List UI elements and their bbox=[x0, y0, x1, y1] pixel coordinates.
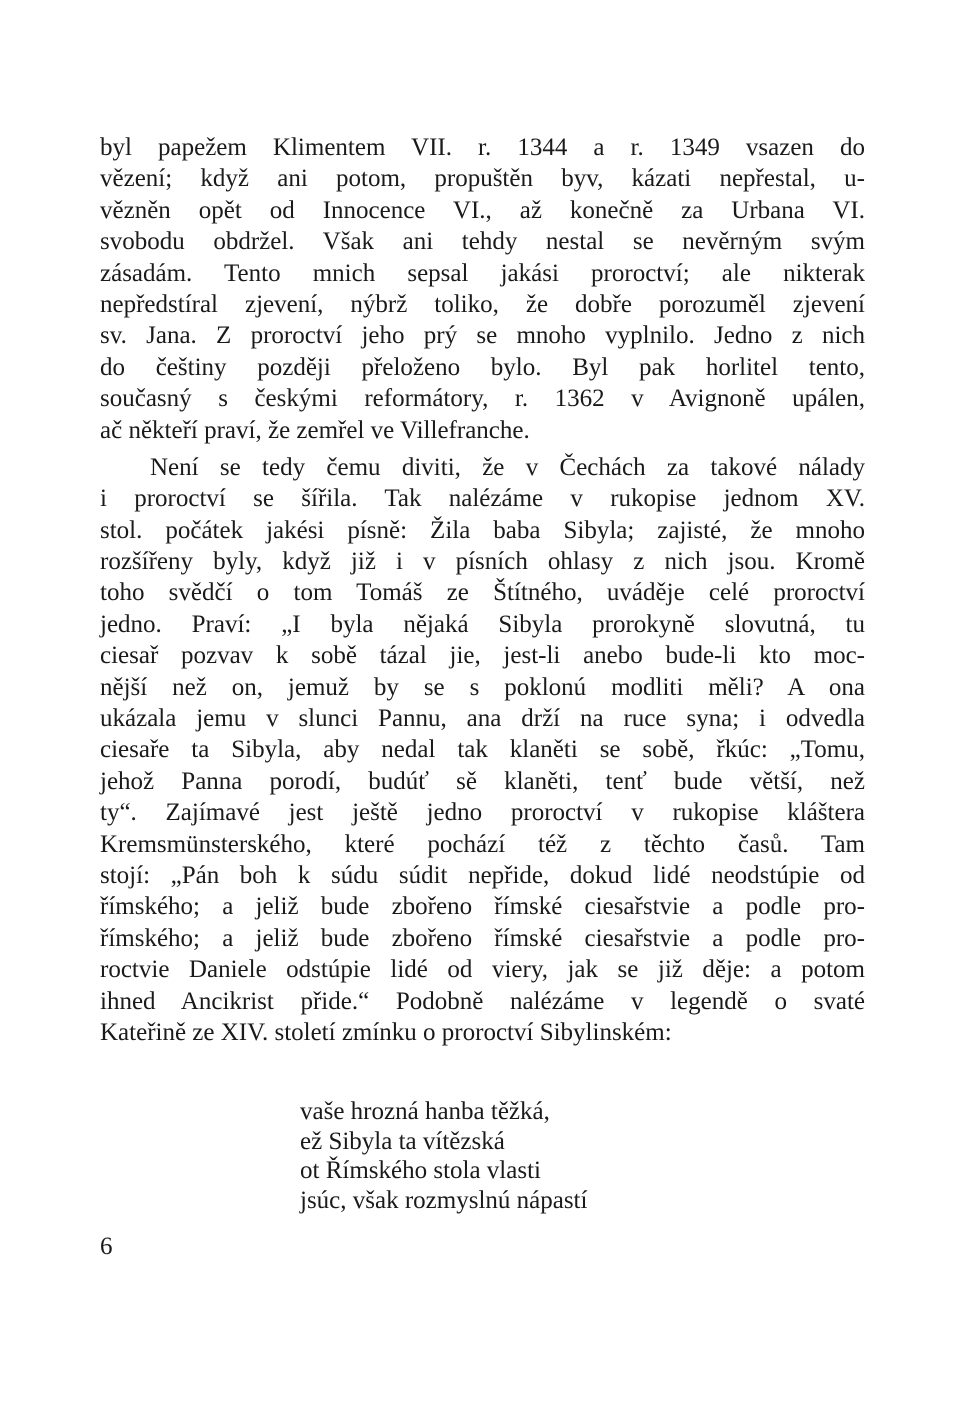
text-line: do češtiny později přeloženo bylo. Byl pak horlitel tento, bbox=[100, 353, 865, 381]
text-line: ukázala jemu v slunci Pannu, ana drží na ruce syna; i odvedla bbox=[100, 705, 865, 733]
page-number: 6 bbox=[100, 1233, 113, 1260]
text-line: nější než on, jemuž by se s poklonú modliti měli? A ona bbox=[100, 673, 865, 701]
text-line: i proroctví se šířila. Tak nalézáme v rukopise jednom XV. bbox=[100, 485, 865, 513]
verse-line: ot Římského stola vlasti bbox=[300, 1157, 541, 1184]
verse-line: ež Sibyla ta vítězská bbox=[300, 1127, 505, 1155]
text-line: ty“. Zajímavé jest ještě jedno proroctví v rukopise kláštera bbox=[100, 799, 865, 827]
text-line: vězení; když ani potom, propuštěn byv, kázati nepřestal, u- bbox=[100, 165, 865, 193]
text-line: jedno. Praví: „I byla nějaká Sibyla prorokyně slovutná, tu bbox=[100, 610, 865, 638]
text-line: ciesaře ta Sibyla, aby nedal tak klaněti se sobě, řkúc: „Tomu, bbox=[100, 736, 865, 764]
text-line: nepředstíral zjevení, nýbrž toliko, že dobře porozuměl zjevení bbox=[100, 290, 865, 318]
text-line: svobodu obdržel. Však ani tehdy nestal se nevěrným svým bbox=[100, 228, 865, 256]
text-line: římského; a jeliž bude zbořeno římské ciesařstvie a podle pro- bbox=[100, 893, 865, 921]
text-line: sv. Jana. Z proroctví jeho prý se mnoho vyplnilo. Jedno z nich bbox=[100, 322, 865, 350]
verse-line: vaše hrozná hanba těžká, bbox=[300, 1098, 550, 1125]
text-line: stojí: „Pán boh k súdu súdit nepřide, dokud lidé neodstúpie od bbox=[100, 861, 865, 889]
body-text bbox=[100, 132, 865, 1048]
text-line: římského; a jeliž bude zbořeno římské ciesařstvie a podle pro- bbox=[100, 924, 865, 952]
paragraph-2 bbox=[100, 452, 865, 1048]
text-line: byl papežem Klimentem VII. r. 1344 a r. 1349 vsazen do bbox=[100, 134, 865, 161]
verse-quote bbox=[300, 1097, 720, 1215]
text-line: Kremsmünsterského, které pochází též z těchto časů. Tam bbox=[100, 830, 865, 858]
text-line: ciesař pozvav k sobě tázal jie, jest-li anebo bude-li kto moc- bbox=[100, 642, 865, 670]
text-line: zásadám. Tento mnich sepsal jakási proroctví; ale nikterak bbox=[100, 259, 865, 287]
text-line: jehož Panna porodí, budúť sě klaněti, tenť bude větší, než bbox=[100, 767, 865, 795]
verse-line: jsúc, však rozmyslnú nápastí bbox=[300, 1186, 588, 1214]
text-line: vězněn opět od Innocence VI., až konečně za Urbana VI. bbox=[100, 196, 865, 224]
text-line: ihned Ancikrist přide.“ Podobně nalézáme v legendě o svaté bbox=[100, 987, 865, 1015]
paragraph-1 bbox=[100, 132, 865, 446]
text-line: ač někteří praví, že zemřel ve Villefranche. bbox=[100, 416, 530, 444]
text-line: Kateřině ze XIV. století zmínku o proroctví Sibylinském: bbox=[100, 1018, 672, 1046]
text-line: roctvie Daniele odstúpie lidé od viery, jak se již děje: a potom bbox=[100, 956, 865, 984]
text-line: současný s českými reformátory, r. 1362 v Avignoně upálen, bbox=[100, 385, 865, 413]
text-line: Není se tedy čemu diviti, že v Čechách za takové nálady bbox=[150, 453, 865, 481]
text-line: rozšířeny byly, když již i v písních ohlasy z nich jsou. Kromě bbox=[100, 548, 865, 576]
text-line: stol. počátek jakési písně: Žila baba Sibyla; zajisté, že mnoho bbox=[100, 516, 865, 544]
text-line: toho svědčí o tom Tomáš ze Štítného, uváděje celé proroctví bbox=[100, 579, 865, 607]
